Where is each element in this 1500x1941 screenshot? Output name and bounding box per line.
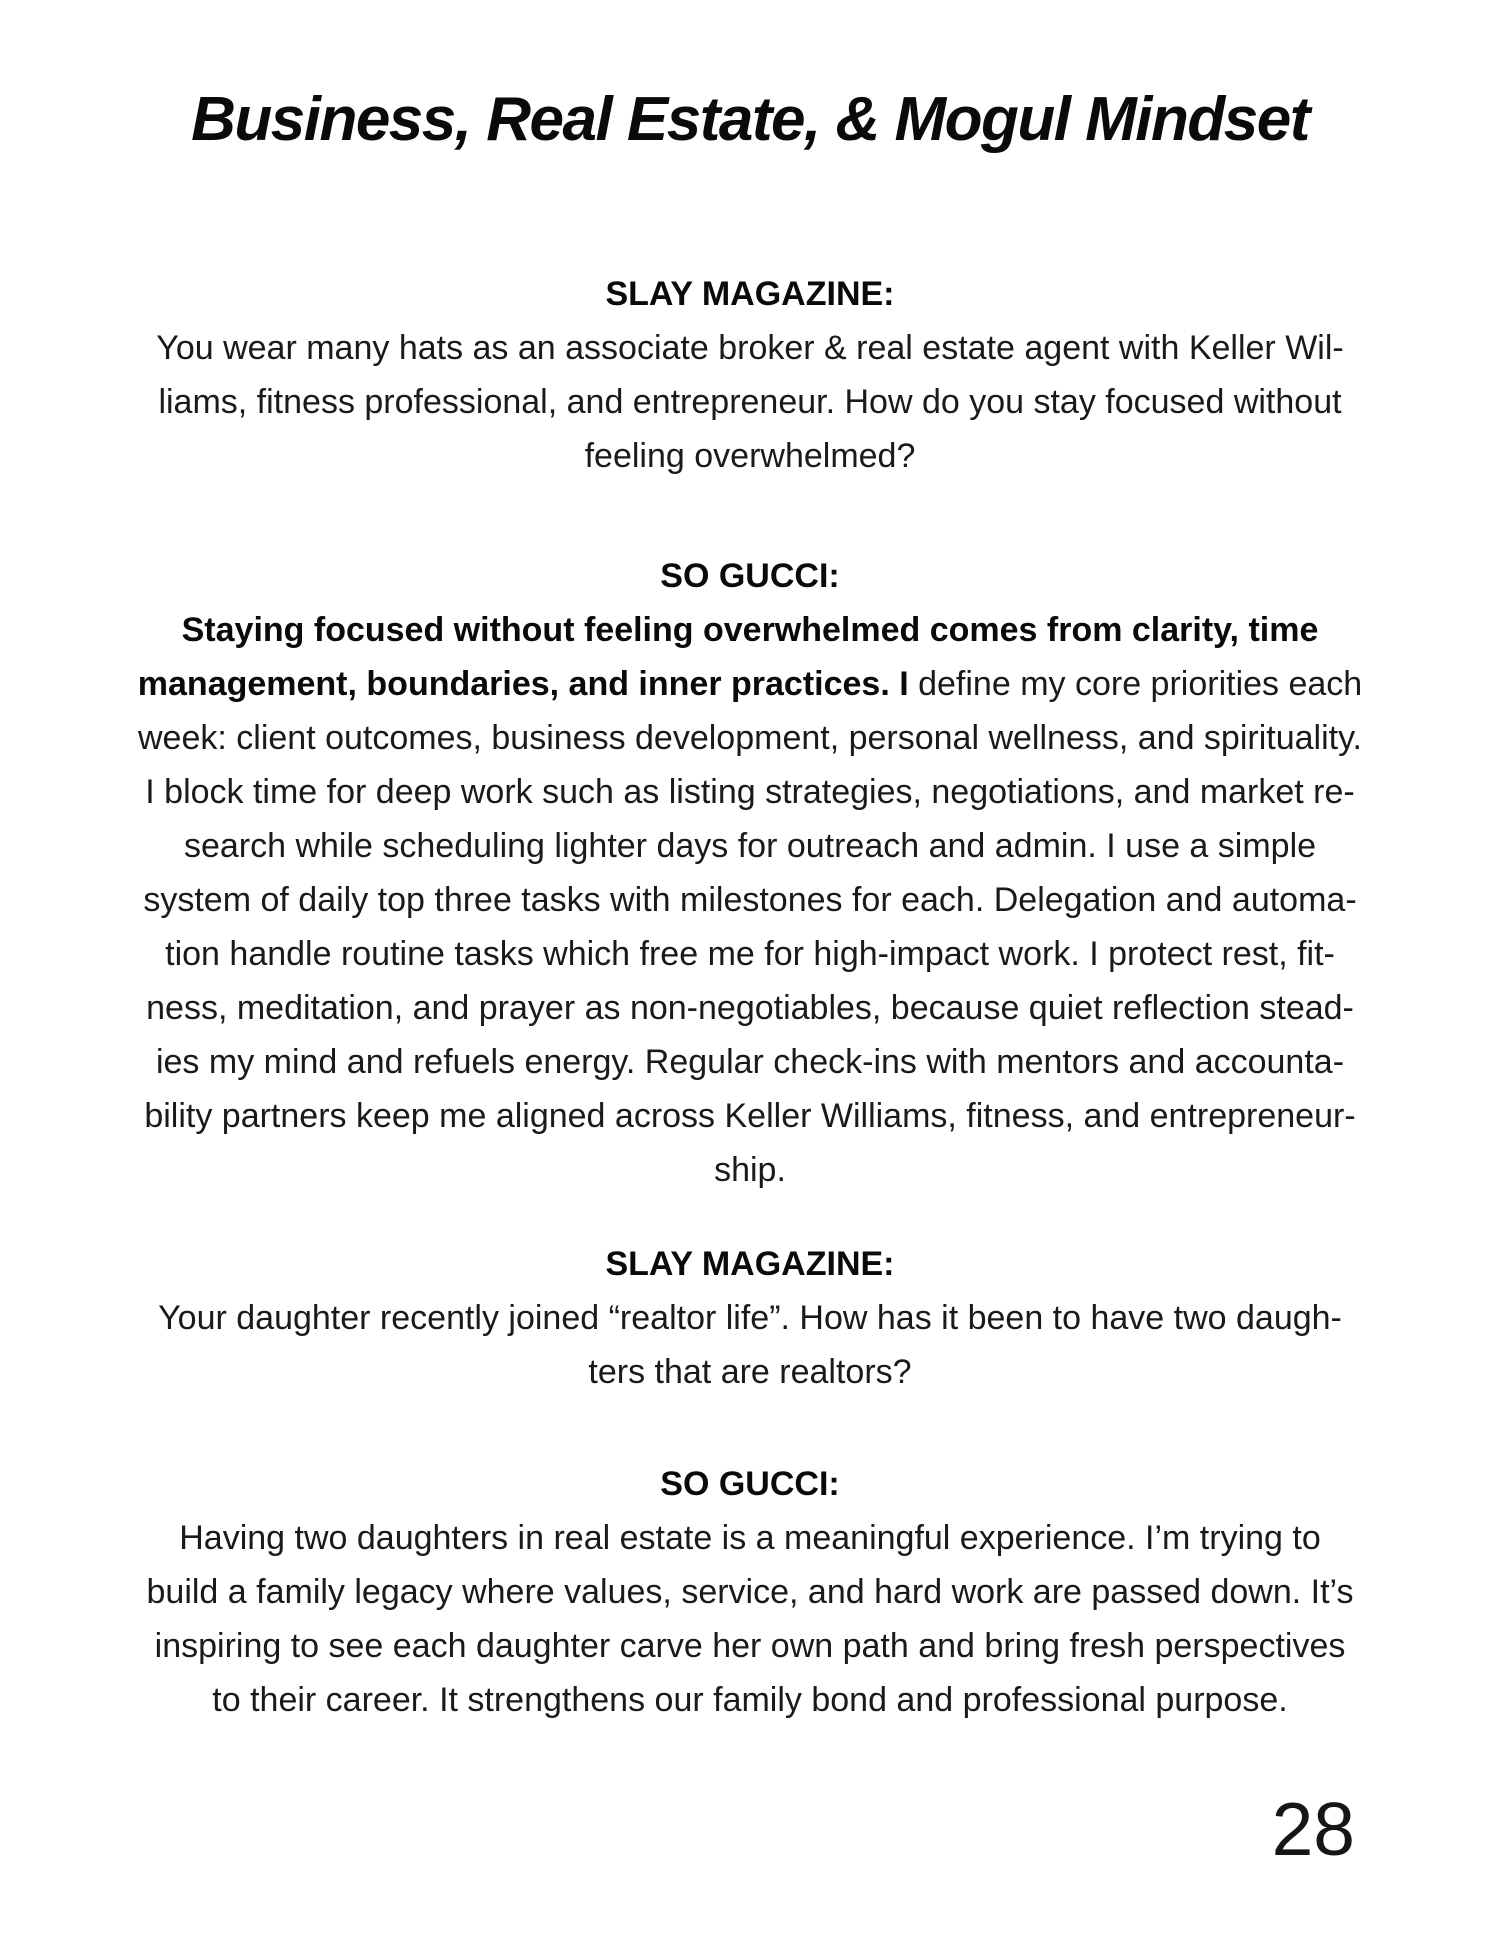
answer-line: ness, meditation, and prayer as non-negotiables, because quiet reflection stead- <box>146 989 1354 1027</box>
answer-line-bold: Staying focused without feeling overwhelmed comes from clarity, time <box>181 611 1319 649</box>
answer-line-mixed <box>50 657 1450 711</box>
answer-line: ies my mind and refuels energy. Regular check-ins with mentors and accounta- <box>155 1043 1345 1081</box>
answer-line: Having two daughters in real estate is a meaningful experience. I’m trying to <box>179 1519 1321 1557</box>
interviewee-heading: SO GUCCI: <box>660 1465 840 1503</box>
answer-line: build a family legacy where values, service, and hard work are passed down. It’s <box>146 1573 1354 1611</box>
answer-line: week: client outcomes, business development, personal wellness, and spirituality. <box>138 719 1362 757</box>
answer-line: search while scheduling lighter days for outreach and admin. I use a simple <box>183 827 1317 865</box>
answer-line: I block time for deep work such as listing strategies, negotiations, and market re- <box>145 773 1355 811</box>
answer-line: tion handle routine tasks which free me for high-impact work. I protect rest, fit- <box>165 935 1335 973</box>
interviewer-heading: SLAY MAGAZINE: <box>605 1245 895 1283</box>
question-line: Your daughter recently joined “realtor life”. How has it been to have two daugh- <box>158 1299 1342 1337</box>
question-line: liams, fitness professional, and entrepreneur. How do you stay focused without <box>158 383 1342 421</box>
answer-line: to their career. It strengthens our family bond and professional purpose. <box>212 1681 1288 1719</box>
answer-line-regular-segment: define my core priorities each <box>918 665 1363 703</box>
answer-line: ship. <box>714 1151 786 1189</box>
interviewer-heading: SLAY MAGAZINE: <box>605 275 895 313</box>
answer-line: bility partners keep me aligned across Keller Williams, fitness, and entrepreneur- <box>144 1097 1356 1135</box>
question-line: You wear many hats as an associate broker & real estate agent with Keller Wil- <box>156 329 1344 367</box>
question-line: ters that are realtors? <box>588 1353 912 1391</box>
interview-section-answer-1 <box>50 549 1450 1197</box>
answer-line: system of daily top three tasks with milestones for each. Delegation and automa- <box>143 881 1357 919</box>
interview-section-question-1 <box>50 267 1450 483</box>
page-number: 28 <box>1271 1787 1355 1871</box>
interview-section-answer-2 <box>50 1457 1450 1727</box>
page-title: Business, Real Estate, & Mogul Mindset <box>191 85 1309 154</box>
answer-line-bold-segment: management, boundaries, and inner practices. I <box>137 665 919 703</box>
interviewee-heading: SO GUCCI: <box>660 557 840 595</box>
answer-line: inspiring to see each daughter carve her own path and bring fresh perspectives <box>154 1627 1346 1665</box>
interview-section-question-2 <box>50 1237 1450 1399</box>
question-line: feeling overwhelmed? <box>584 437 916 475</box>
